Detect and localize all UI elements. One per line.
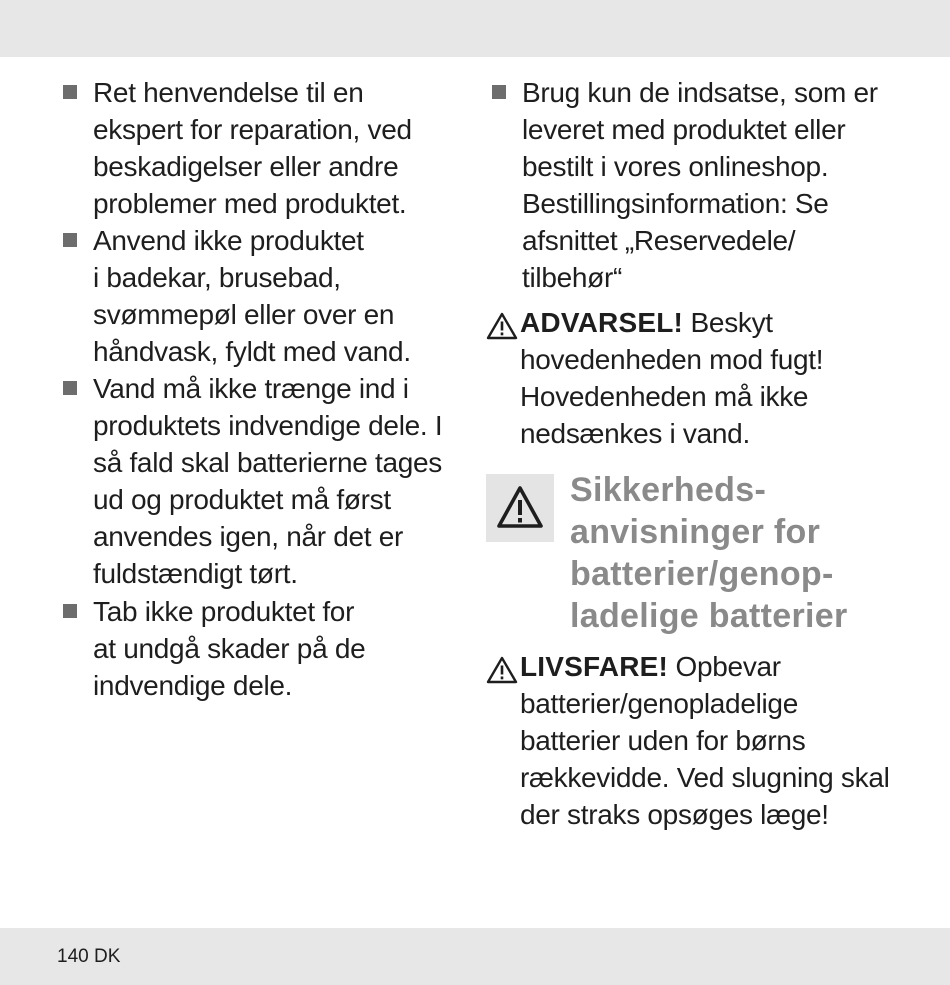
text-line: produktets indvendige dele. I bbox=[93, 410, 443, 441]
bullet-square-icon bbox=[492, 85, 506, 99]
text-line: afsnittet „Reservedele/ bbox=[522, 225, 796, 256]
text-line: tilbehør“ bbox=[522, 262, 622, 293]
text-line: Tab ikke produktet for bbox=[93, 596, 355, 627]
section-heading bbox=[570, 469, 848, 637]
text-line: Vand må ikke trænge ind i bbox=[93, 373, 409, 404]
bullet-text bbox=[93, 74, 412, 222]
bullet-square-icon bbox=[63, 85, 77, 99]
bullet-text bbox=[93, 593, 365, 704]
warning-keyword: ADVARSEL! bbox=[520, 307, 684, 338]
text-line: beskadigelser eller andre bbox=[93, 151, 399, 182]
text-line: problemer med produktet. bbox=[93, 188, 407, 219]
text-line: anvendes igen, når det er bbox=[93, 521, 404, 552]
bullet-square-icon bbox=[63, 381, 77, 395]
page-number: 140 DK bbox=[57, 946, 121, 967]
text-line: ud og produktet må først bbox=[93, 484, 391, 515]
text-line: ekspert for reparation, ved bbox=[93, 114, 412, 145]
bullet-text bbox=[93, 370, 442, 592]
text-line: Brug kun de indsatse, som er bbox=[522, 77, 878, 108]
bullet-square-icon bbox=[63, 233, 77, 247]
text-line: batterier uden for børns bbox=[520, 725, 806, 756]
text-line: bestilt i vores onlineshop. bbox=[522, 151, 829, 182]
warning-keyword: LIVSFARE! bbox=[520, 651, 669, 682]
warning-text bbox=[520, 648, 890, 833]
text-line: håndvask, fyldt med vand. bbox=[93, 336, 411, 367]
text-line: svømmepøl eller over en bbox=[93, 299, 395, 330]
heading-line: anvisninger for bbox=[570, 513, 821, 551]
text-line: rækkevidde. Ved slugning skal bbox=[520, 762, 890, 793]
warning-triangle-icon bbox=[495, 483, 545, 533]
heading-line: ladelige batterier bbox=[570, 597, 848, 635]
heading-icon-box bbox=[486, 474, 554, 542]
bullet-text bbox=[522, 74, 878, 296]
text-line: Opbevar bbox=[675, 651, 781, 682]
text-line: Anvend ikke produktet bbox=[93, 225, 364, 256]
warning-triangle-icon bbox=[486, 312, 518, 340]
warning-triangle-icon bbox=[486, 656, 518, 684]
text-line: nedsænkes i vand. bbox=[520, 418, 750, 449]
text-line: indvendige dele. bbox=[93, 670, 293, 701]
text-line: batterier/genopladelige bbox=[520, 688, 798, 719]
bottom-band bbox=[0, 928, 950, 985]
top-band bbox=[0, 0, 950, 57]
heading-line: batterier/genop- bbox=[570, 555, 834, 593]
text-line: leveret med produktet eller bbox=[522, 114, 846, 145]
heading-line: Sikkerheds- bbox=[570, 471, 767, 509]
text-line: Bestillingsinformation: Se bbox=[522, 188, 829, 219]
warning-text bbox=[520, 304, 823, 452]
text-line: i badekar, brusebad, bbox=[93, 262, 341, 293]
text-line: der straks opsøges læge! bbox=[520, 799, 829, 830]
text-line: at undgå skader på de bbox=[93, 633, 366, 664]
bullet-square-icon bbox=[63, 604, 77, 618]
text-line: Ret henvendelse til en bbox=[93, 77, 364, 108]
text-line: Beskyt bbox=[690, 307, 773, 338]
text-line: så fald skal batterierne tages bbox=[93, 447, 442, 478]
text-line: Hovedenheden må ikke bbox=[520, 381, 809, 412]
text-line: hovedenheden mod fugt! bbox=[520, 344, 824, 375]
bullet-text bbox=[93, 222, 411, 370]
text-line: fuldstændigt tørt. bbox=[93, 558, 298, 589]
